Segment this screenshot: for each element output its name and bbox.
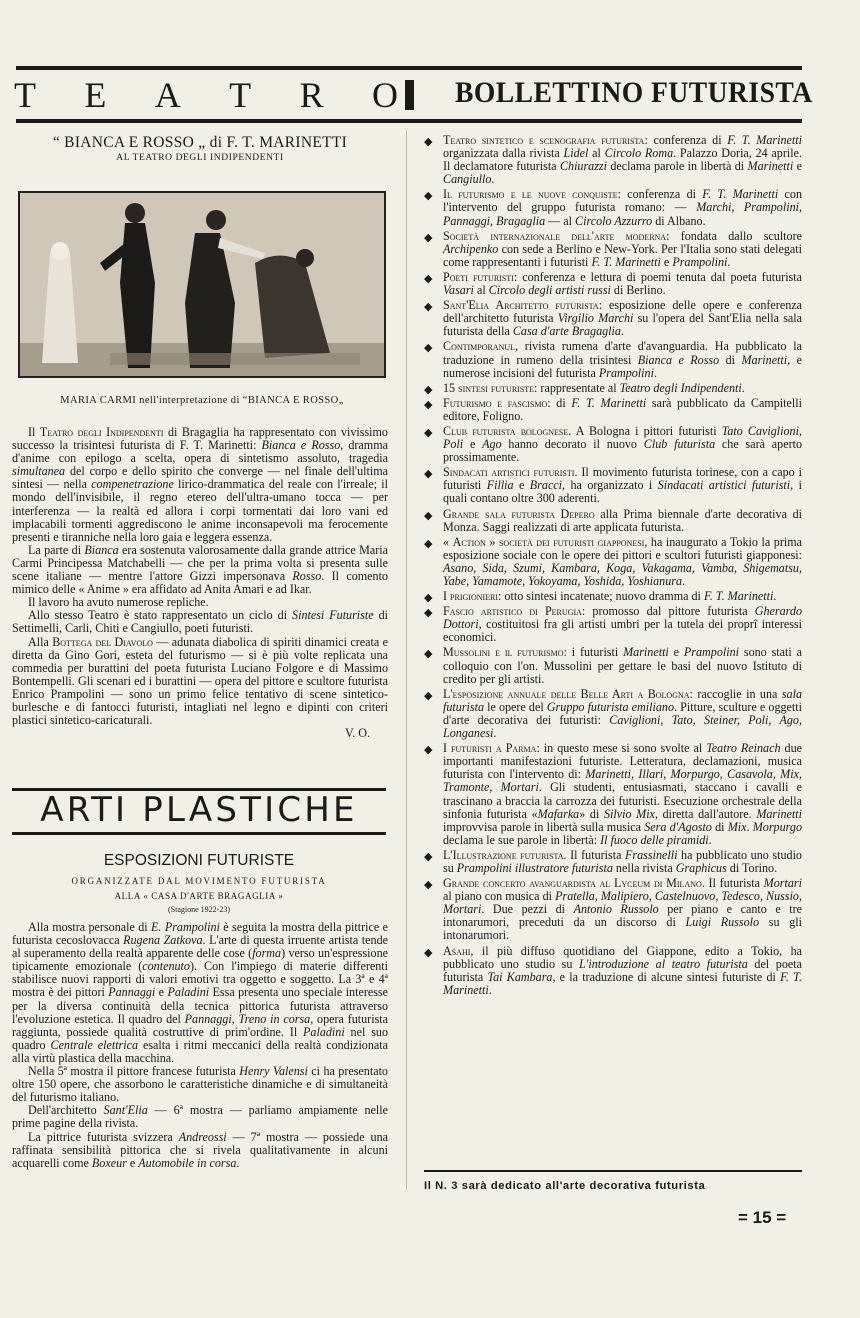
header-bottom-rule <box>16 119 802 123</box>
list-item: ◆ Club futurista bolognese. A Bologna i pittori futuristi Tato Caviglioni, Poli e Ago hanno decorato il nuovo Club futurista che sarà aperto prossimamente. <box>424 423 803 465</box>
list-item: ◆ Il futurismo e le nuove conquiste: conferenza di F. T. Marinetti con l'intervento del gruppo futurista romano: — Marchi, Prampolini, Pannaggi, Bragaglia — al Circolo Azzurro di Albano. <box>424 187 803 228</box>
list-item: ◆ L'Illustrazione futurista. Il futurista Frassinelli ha pubblicato uno studio su Prampolini illustratore futurista nella rivista Graphicus di Torino. <box>424 847 802 875</box>
page-number: = 15 = <box>738 1208 787 1227</box>
expo-season: (Stagione 1922-23) <box>168 905 230 914</box>
list-item: ◆ Contimporanul, rivista rumena d'arte d'avanguardia. Ha pubblicato la traduzione in rumeno della trisintesi Bianca e Rosso di Marinetti, e numerose incisioni del futurista Prampolini. <box>424 339 802 380</box>
article-subtitle: AL TEATRO DEGLI INDIPENDENTI <box>116 153 284 163</box>
expo-venue: ALLA « CASA D'ARTE BRAGAGLIA » <box>114 891 284 901</box>
header-letter: E <box>84 75 107 115</box>
photo-caption: MARIA CARMI nell'interpretazione di “BIANCA E ROSSO„ <box>60 395 344 406</box>
header-letter: A <box>154 75 181 115</box>
next-issue-notice: Il N. 3 sarà dedicato all'arte decorativa futurista <box>424 1180 706 1192</box>
top-rule <box>16 66 802 70</box>
list-item: ◆ « Action » società dei futuristi giapponesi, ha inaugurato a Tokio la prima esposizione sociale con le opere dei pittori e scultori futuristi giapponesi: Asano, Sida, Szumi, Kambara, Koga, Vakagama, Vamba, Shigematsu, Yabe, Yamamote, Yokoyama, Yoshida, Yoshianura. <box>424 534 802 588</box>
list-item: ◆ Poeti futuristi: conferenza e lettura di poemi tenuta dal poeta futurista Vasari al Circolo degli artisti russi di Berlino. <box>424 269 802 298</box>
expo-subtitle: ORGANIZZATE DAL MOVIMENTO FUTURISTA <box>71 876 327 886</box>
expo-body: Alla mostra personale di E. Prampolini è seguita la mostra della pittrice e futurista cecoslovacca Rugena Zatkova. L'arte di questa irruente artista tende al superamento della realtà apparente delle cose (forma) verso un'espressione tipicamente emozionale (contenuto). Con l'impiego di materie differenti stabilisce nuovi rapporti di valori emotivi tra oggetto e soggetto. La 3ª e 4ª mostra è dei pittori Pannaggi e Paladini Essa presenta uno speciale interesse per la diversa continuità della tecnica pittorica futurista attraverso l'evoluzione estetica. Il quadro del Pannaggi, Treno in corsa, opera futurista raggiunta, possiede qualità costruttive di prim'ordine. Il Paladini nel suo quadro Centrale elettrica esalta i ritmi meccanici della realtà condizionata alla virtù plastica della macchina. Nella 5ª mostra il pittore francese futurista Henry Valensi ci ha presentato oltre 150 opere, che assorbono le caratteristiche dinamiche e di simultaneità del futurismo italiano. Dell'architetto Sant'Elia — 6ª mostra — parliamo ampiamente nelle prime pagine della rivista. La pittrice futurista svizzera Andreossi — 7ª mostra — possiede una raffinata sensibilità pittorica che si rivela qualitativamente in alcuni acquarelli come Boxeur e Automobile in corsa. <box>12 920 388 1170</box>
list-item: ◆ I prigionieri: otto sintesi incatenate; nuovo dramma di F. T. Marinetti. <box>424 589 777 605</box>
article-signature: V. O. <box>345 726 370 741</box>
list-item: ◆ Teatro sintetico e scenografia futurista: conferenza di F. T. Marinetti organizzata dalla rivista Lidel al Circolo Roma. Palazzo Doria, 24 aprile. Il declamatore futurista Chiurazzi declama parole in libertà di Marinetti e Cangiullo. <box>424 133 802 187</box>
section-title-arti-plastiche: ARTI PLASTICHE <box>40 790 358 830</box>
section-header-teatro <box>14 76 398 114</box>
arti-bottom-rule <box>12 832 386 835</box>
list-item: ◆ Società internazionale dell'arte moderna: fondata dallo scultore Archipenko con sede a Berlino e New-York. Per l'Italia sono stati delegati come rappresentanti i futuristi F. T. Marinetti e Prampolini. <box>424 228 802 269</box>
bollettino-list <box>424 134 802 999</box>
list-item: ◆ L'esposizione annuale delle Belle Arti a Bologna: raccoglie in una sala futurista le opere del Gruppo futurista emiliano. Pitture, sculture e oggetti d'arte decorativa dei futuristi: Caviglioni, Tato, Steiner, Poli, Ago, Longanesi. <box>424 686 803 741</box>
list-item: ◆ Sindacati artistici futuristi. Il movimento futurista torinese, con a capo i futuristi Fillia e Bracci, ha organizzato i Sindacati artistici futuristi, i quali contano oltre 300 aderenti. <box>424 465 802 506</box>
article-title: “ BIANCA E ROSSO „ di F. T. MARINETTI <box>52 134 348 151</box>
list-item: ◆ Sant'Elia Architetto futurista: esposizione delle opere e conferenza dell'architetto futurista Virgilio Marchi su l'opera del Sant'Elia nella sala futurista della Casa d'arte Bragaglia. <box>424 298 802 339</box>
column-divider <box>406 130 407 1190</box>
expo-title: ESPOSIZIONI FUTURISTE <box>103 852 295 869</box>
teatro-article-heading <box>12 130 388 163</box>
header-divider-bar <box>405 80 414 110</box>
header-letter: T <box>14 75 36 115</box>
list-item: ◆ Futurismo e fascismo: di F. T. Marinetti sarà pubblicato da Campitelli editore, Foligno. <box>424 395 802 423</box>
stage-photo <box>18 191 386 378</box>
list-item: ◆ Grande concerto avanguardista al Lyceum di Milano. Il futurista Mortari al piano con musica di Pratella, Malipiero, Castelnuovo, Tedesco, Nussio, Mortari. Due pezzi di Antonio Russolo per piano e canto e tre intonarumori, preceduti da un discorso di Luigi Russolo su gli intonarumori. <box>424 876 802 943</box>
list-item: ◆ 15 sintesi futuriste: rappresentate al Teatro degli Indipendenti. <box>424 380 745 396</box>
header-letter: O <box>371 75 398 115</box>
section-header-bollettino: BOLLETTINO FUTURISTA <box>455 76 813 109</box>
list-item: ◆ Grande sala futurista Depero alla Prima biennale d'arte decorativa di Monza. Saggi realizzati di arte applicata futurista. <box>424 506 803 534</box>
list-item: ◆ Asahi, il più diffuso quotidiano del Giappone, edito a Tokio, ha pubblicato uno studio su L'introduzione al teatro futurista del poeta futurista Tai Kambara, e la traduzione di alcune sintesi futuriste di F. T. Marinetti. <box>424 943 803 997</box>
list-item: ◆ Mussolini e il futurismo: i futuristi Marinetti e Prampolini sono stati a colloquio con l'on. Mussolini per gettare le basi del nuovo Istituto di credito per gli artisti. <box>424 645 802 686</box>
header-letter: T <box>229 75 252 115</box>
list-item: ◆ I futuristi a Parma: in questo mese si sono svolte al Teatro Reinach due importanti manifestazioni futuriste. Letteratura, declamazioni, musica futurista con l'intervento di: Marinetti, Illari, Morpurgo, Casavola, Mix, Tramonte, Mortari. Gli studenti, entusiasmati, staccano i cavalli e trascinano a braccia la carrozza dei futuristi. Esecuzione orchestrale della sinfonia futurista «Mafarka» di Silvio Mix, diretta dall'autore. Marinetti improvvisa parole in libertà sulla musica Sera d'Agosto di Mix. Morpurgo declama le sue parole in libertà: Il fuoco delle piramidi. <box>424 741 803 847</box>
header-letter: R <box>299 75 324 115</box>
stage-photo-illustration <box>20 193 384 376</box>
list-item: ◆ Fascio artistico di Perugia: promosso dal pittore futurista Gherardo Dottori, costituitosi fra gli artisti umbri per la tutela dei proprî interessi economici. <box>424 604 802 645</box>
teatro-body: Il Teatro degli Indipendenti di Bragaglia ha rappresentato con vivissimo successo la trisintesi futurista di F. T. Marinetti: Bianca e Rosso, dramma d'anime con epilogo a scelta, opera di sintetismo assoluto, tragedia simultanea del corpo e dello spirito che converge — nel finale dell'ultima sintesi — nella compenetrazione lirico-drammatica del reale con l'irreale; il mondo dell'invisibile, il regno etereo dell'ultra-umano tocca — per interferenza — la realtà ed allora i corpi tormentati dai loro vani ed implacabili tormenti aggrediscono le anime inconsapevoli ma ferocemente presenti e tiranniche nella loro gaia e leggera essenza. La parte di Bianca era sostenuta valorosamente dalla grande attrice Maria Carmi Principessa Matchabelli — che per la prima volta si presenta sulle scene italiane — mentre l'attore Gizzi impersonava Rosso. Il comento mimico delle « Anime » era affidato ad Anita Amari e ad Ikar. Il lavoro ha avuto numerose repliche. Allo stesso Teatro è stato rappresentato un ciclo di Sintesi Futuriste di Settimelli, Carli, Chiti e Cangiullo, poeti futuristi. Alla Bottega del Diavolo — adunata diabolica di spiriti dinamici creata e diretta da Gino Gori, esteta del futurismo — si è più volte replicata una commedia per burattini del poeta futurista Luciano Folgore e di Massimo Bontempelli. Gli scenari ed i burattini — opera del pittore e scultore futurista Enrico Prampolini — sono un primo felice tentativo di scene sintetico-burlesche e di fantocci futuristi, intagliati nel legno e dipinti con criteri plastici sintetico-caricaturali. V. O. <box>12 425 389 741</box>
footer-rule <box>424 1170 802 1172</box>
